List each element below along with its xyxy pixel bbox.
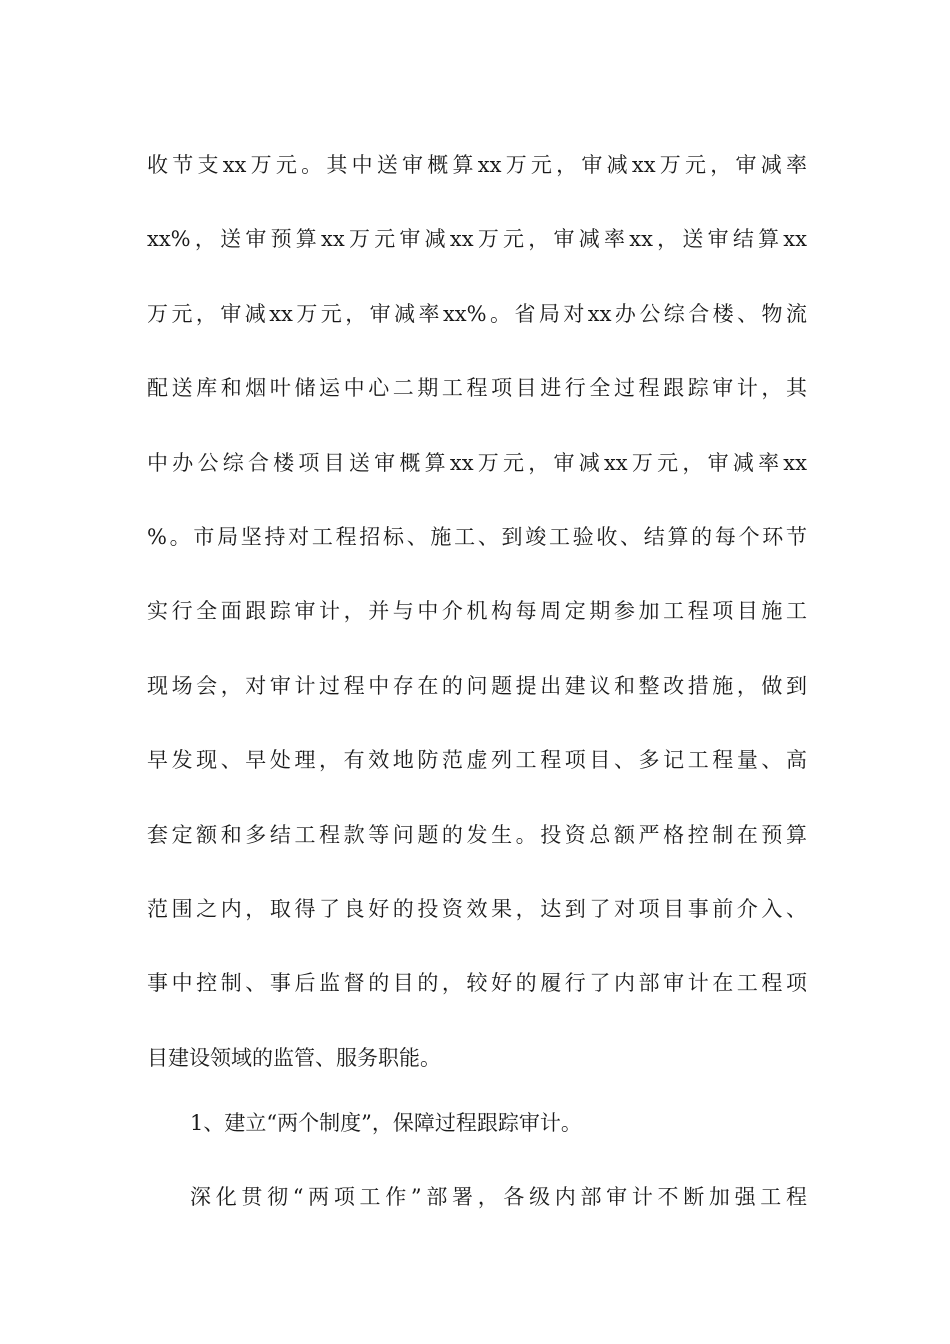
text-line: 收节支xx万元。其中送审概算xx万元，审减xx万元，审减率 xyxy=(147,153,807,177)
text-line: 实行全面跟踪审计，并与中介机构每周定期参加工程项目施工 xyxy=(147,599,807,624)
body-paragraph xyxy=(147,128,807,1095)
section-heading: 1、建立“两个制度”，保障过程跟踪审计。 xyxy=(190,1111,582,1135)
text-line: 万元，审减xx万元，审减率xx%。省局对xx办公综合楼、物流 xyxy=(147,301,807,326)
body-paragraph-2: 深化贯彻“两项工作”部署，各级内部审计不断加强工程 xyxy=(190,1185,807,1209)
text-line: 配送库和烟叶储运中心二期工程项目进行全过程跟踪审计，其 xyxy=(147,376,807,401)
text-line: %。市局坚持对工程招标、施工、到竣工验收、结算的每个环节 xyxy=(147,524,807,549)
text-line: 事中控制、事后监督的目的，较好的履行了内部审计在工程项 xyxy=(147,971,807,996)
text-line: 目建设领域的监管、服务职能。 xyxy=(147,1045,441,1070)
text-line: xx%，送审预算xx万元审减xx万元，审减率xx，送审结算xx xyxy=(147,227,807,252)
text-line: 中办公综合楼项目送审概算xx万元，审减xx万元，审减率xx xyxy=(147,450,807,475)
text-line: 范围之内，取得了良好的投资效果，达到了对项目事前介入、 xyxy=(147,896,807,921)
text-line: 早发现、早处理，有效地防范虚列工程项目、多记工程量、高 xyxy=(147,748,807,773)
text-line: 现场会，对审计过程中存在的问题提出建议和整改措施，做到 xyxy=(147,673,807,698)
text-line: 套定额和多结工程款等问题的发生。投资总额严格控制在预算 xyxy=(147,822,807,847)
